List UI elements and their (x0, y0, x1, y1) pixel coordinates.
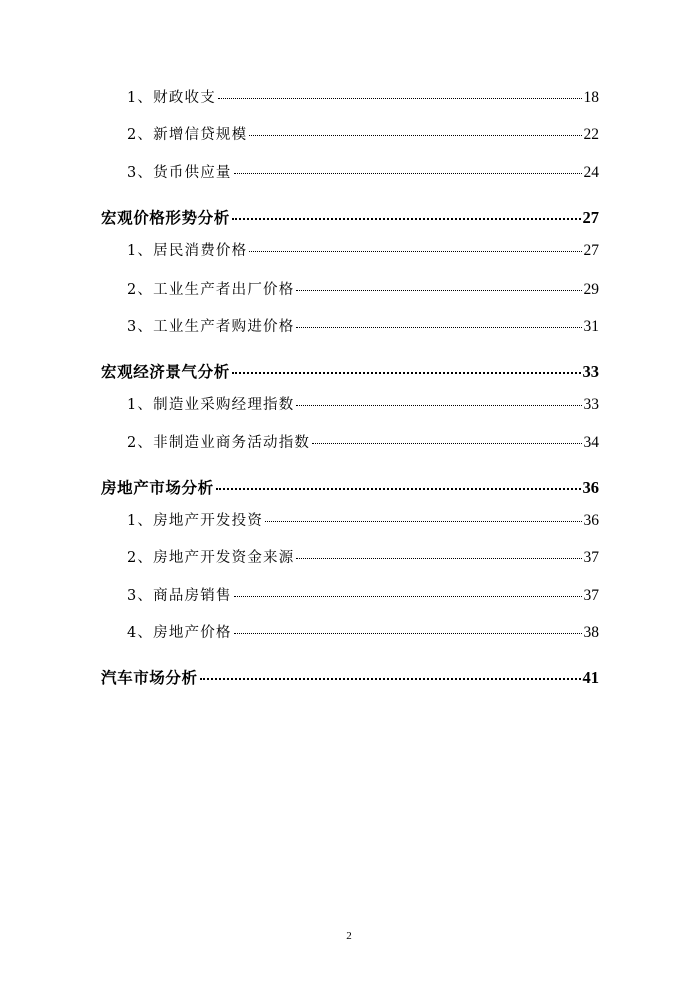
toc-entry-non-manufacturing-index[interactable] (127, 431, 599, 455)
toc-entry-page: 27 (583, 242, 599, 259)
toc-entry-page: 29 (583, 281, 599, 298)
toc-dot-leader (249, 251, 581, 252)
toc-entry-producer-ex-factory-price[interactable] (127, 278, 599, 302)
toc-section-label: 房地产市场分析 (101, 478, 214, 497)
toc-section-page: 41 (582, 668, 599, 687)
toc-entry-label: 1、制造业采购经理指数 (127, 397, 295, 413)
toc-dot-leader (216, 488, 581, 490)
toc-entry-label: 2、非制造业商务活动指数 (127, 435, 311, 451)
toc-dot-leader (234, 633, 582, 634)
toc-entry-page: 34 (583, 434, 599, 451)
toc-entry-label: 1、财政收支 (127, 90, 216, 106)
toc-dot-leader (296, 558, 581, 559)
toc-entry-housing-sales[interactable] (127, 584, 599, 608)
toc-section-real-estate[interactable] (101, 476, 599, 500)
toc-dot-leader (234, 596, 582, 597)
page-number: 2 (346, 930, 352, 942)
toc-entry-consumer-price[interactable] (127, 239, 599, 263)
toc-section-page: 27 (582, 208, 599, 227)
toc-dot-leader (218, 98, 582, 99)
toc-entry-money-supply[interactable] (127, 161, 599, 185)
toc-entry-label: 1、房地产开发投资 (127, 513, 264, 529)
toc-dot-leader (265, 521, 581, 522)
toc-entry-page: 24 (583, 164, 599, 181)
toc-entry-label: 2、工业生产者出厂价格 (127, 282, 295, 298)
toc-entry-label: 2、新增信贷规模 (127, 127, 248, 143)
toc-section-macro-sentiment[interactable] (101, 360, 599, 384)
toc-entry-label: 2、房地产开发资金来源 (127, 550, 295, 566)
toc-dot-leader (234, 173, 582, 174)
toc-entry-label: 3、货币供应量 (127, 165, 232, 181)
toc-dot-leader (296, 327, 581, 328)
toc-entry-label: 3、商品房销售 (127, 588, 232, 604)
toc-section-macro-price[interactable] (101, 206, 599, 230)
toc-entry-page: 36 (583, 512, 599, 529)
toc-entry-label: 3、工业生产者购进价格 (127, 319, 295, 335)
toc-dot-leader (200, 678, 581, 680)
toc-dot-leader (296, 290, 581, 291)
toc-entry-manufacturing-pmi[interactable] (127, 393, 599, 417)
toc-section-page: 36 (582, 478, 599, 497)
toc-entry-real-estate-funding[interactable] (127, 546, 599, 570)
toc-dot-leader (296, 405, 581, 406)
toc-dot-leader (232, 218, 581, 220)
toc-entry-page: 18 (583, 89, 599, 106)
toc-section-label: 宏观价格形势分析 (101, 208, 230, 227)
toc-entry-label: 4、房地产价格 (127, 625, 232, 641)
toc-entry-real-estate-price[interactable] (127, 621, 599, 645)
toc-section-label: 宏观经济景气分析 (101, 362, 230, 381)
toc-dot-leader (232, 372, 581, 374)
toc-entry-page: 38 (583, 624, 599, 641)
toc-entry-page: 37 (583, 587, 599, 604)
toc-entry-label: 1、居民消费价格 (127, 243, 248, 259)
toc-entry-new-credit-scale[interactable] (127, 123, 599, 147)
toc-entry-page: 37 (583, 549, 599, 566)
toc-entry-page: 31 (583, 318, 599, 335)
toc-section-auto-market[interactable] (101, 666, 599, 690)
toc-entry-real-estate-investment[interactable] (127, 509, 599, 533)
toc-dot-leader (249, 135, 581, 136)
toc-entry-page: 22 (583, 126, 599, 143)
toc-dot-leader (312, 443, 581, 444)
toc-entry-producer-purchase-price[interactable] (127, 315, 599, 339)
toc-section-page: 33 (582, 362, 599, 381)
toc-entry-fiscal-revenue-expenditure[interactable] (127, 86, 599, 110)
toc-section-label: 汽车市场分析 (101, 668, 198, 687)
toc-entry-page: 33 (583, 396, 599, 413)
